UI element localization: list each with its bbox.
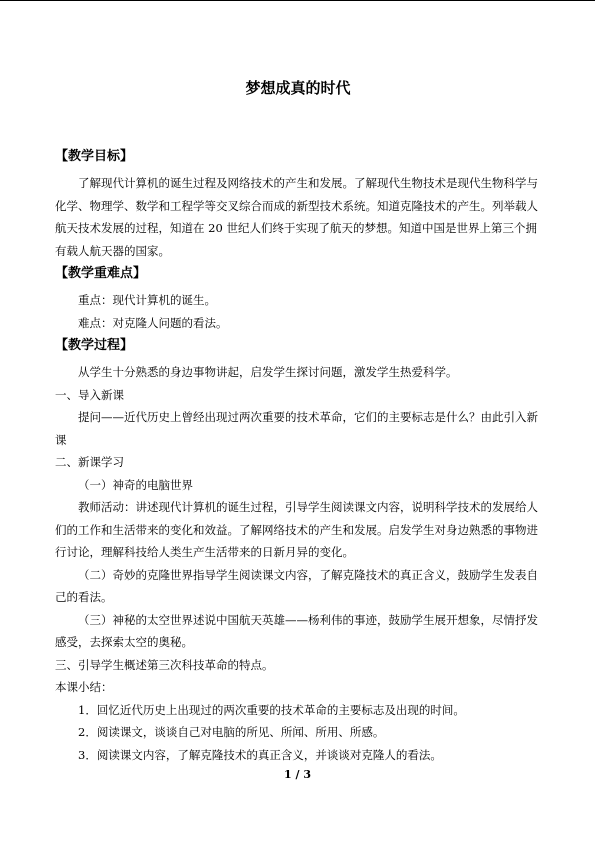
summary-title: 本课小结： — [55, 680, 113, 694]
document-title: 梦想成真的时代 — [245, 79, 351, 97]
section-heading-key-points: 【教学重难点】 — [55, 266, 147, 281]
sub2-text: （二）奇妙的克隆世界指导学生阅读课文内容，了解克隆技术的真正含义，鼓励学生发表自己的看法。 — [55, 567, 538, 604]
sub3-text: （三）神秘的太空世界述说中国航天英雄——杨利伟的事迹，鼓励学生展开想象，尽情抒发感受，去探索太空的奥秘。 — [55, 612, 538, 649]
key-point-difficulty: 难点：对克隆人问题的看法。 — [78, 315, 228, 330]
page-number: 1 / 3 — [284, 768, 311, 781]
step2-title: 二、新课学习 — [55, 455, 124, 469]
objectives-paragraph: 了解现代计算机的诞生过程及网络技术的产生和发展。了解现代生物技术是现代生物科学与化学、物理学、数学和工程学等交叉综合而成的新型技术系统。知道克隆技术的产生。列举载人航天技术发展的过程，知道在 20 世纪人们终于实现了航天的梦想。知道中国是世界上第三个拥有载人航天器的国家。 — [55, 176, 538, 258]
summary-item-2: 2．阅读课文，谈谈自己对电脑的所见、所闻、所用、所感。 — [78, 725, 385, 739]
section-heading-process: 【教学过程】 — [55, 338, 134, 353]
step1-text: 提问——近代历史上曾经出现过两次重要的技术革命，它们的主要标志是什么？由此引入新课 — [55, 410, 538, 447]
document-body — [55, 145, 541, 766]
top-rule — [0, 0, 595, 1]
process-intro: 从学生十分熟悉的身边事物讲起，启发学生探讨问题，激发学生热爱科学。 — [78, 365, 458, 379]
step1-title: 一、导入新课 — [55, 387, 124, 402]
step3-title: 三、引导学生概述第三次科技革命的特点。 — [55, 657, 274, 672]
section-heading-objectives: 【教学目标】 — [55, 149, 134, 164]
sub1-text: 教师活动：讲述现代计算机的诞生过程，引导学生阅读课文内容，说明科学技术的发展给人们的工作和生活带来的变化和效益。了解网络技术的产生和发展。启发学生对身边熟悉的事物进行讨论，理解科技给人类生产生活带来的日新月异的变化。 — [55, 500, 538, 559]
summary-item-1: 1．回忆近代历史上出现过的两次重要的技术革命的主要标志及出现的时间。 — [78, 702, 465, 717]
sub1-title: （一）神奇的电脑世界 — [78, 477, 193, 492]
key-point-focus: 重点：现代计算机的诞生。 — [78, 293, 216, 307]
summary-item-3: 3．阅读课文内容，了解克隆技术的真正含义，并谈谈对克隆人的看法。 — [78, 747, 442, 762]
